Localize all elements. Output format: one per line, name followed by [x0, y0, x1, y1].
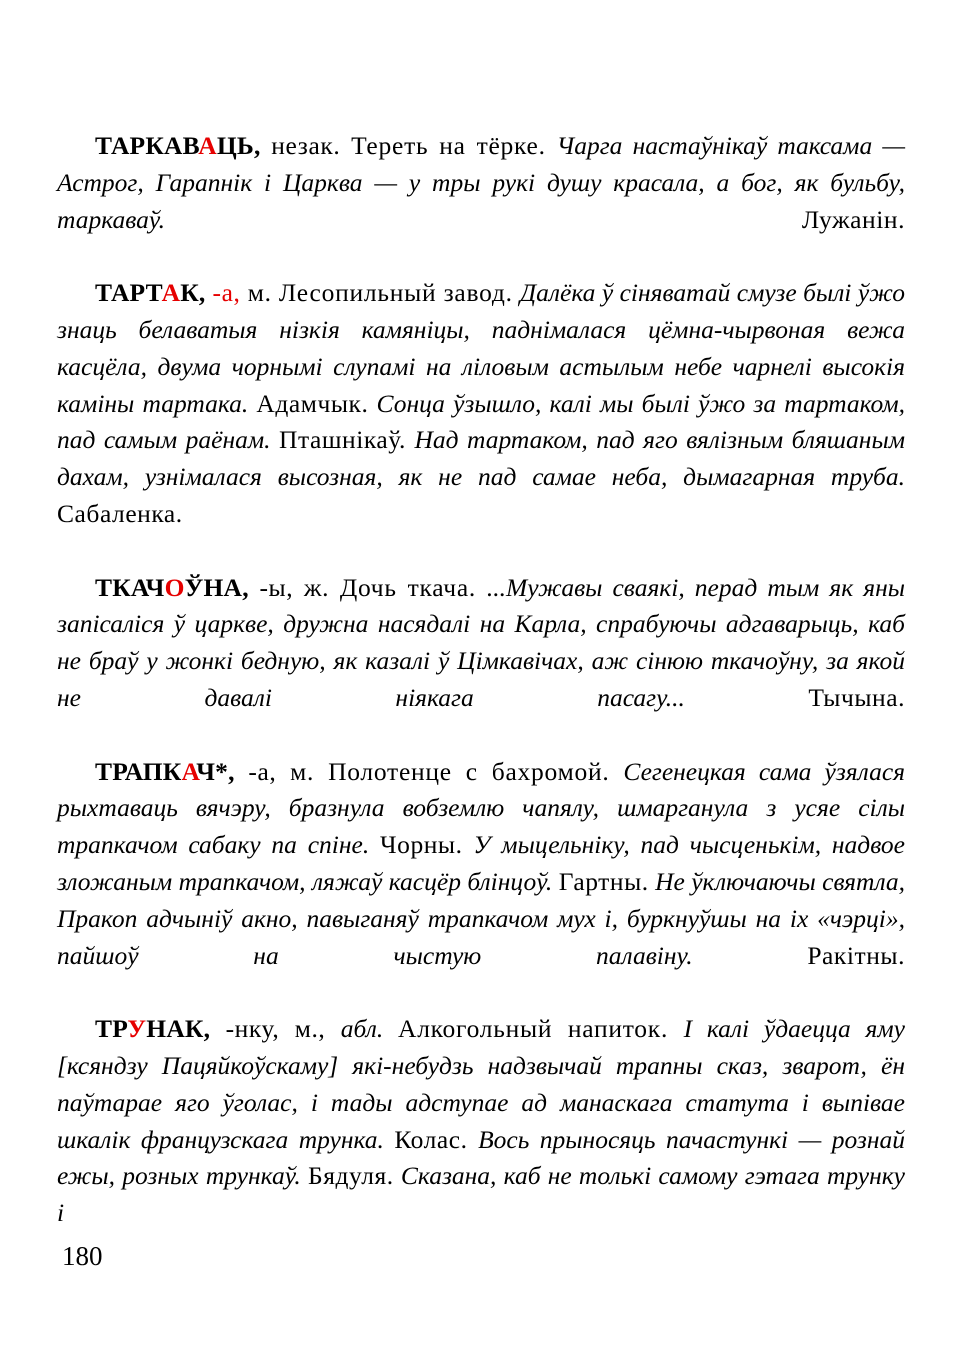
headword: [95, 573, 249, 602]
citation-source: Бядуля.: [308, 1161, 394, 1191]
citation: Сказана, каб не толькі самому гэтага трунку і: [57, 1161, 906, 1228]
grammar-ending: -а,: [205, 278, 241, 308]
stress-vowel: А: [181, 756, 197, 786]
dictionary-entry: [57, 275, 905, 569]
grammar-note: -нку, м.,: [210, 1014, 341, 1044]
dictionary-entry: [57, 1011, 905, 1269]
headword-part: ТР: [95, 1014, 128, 1044]
citation-source: Колас.: [394, 1124, 468, 1154]
citation: І калі ўдаецца яму [ксяндзу Пацяйкоўскаму] які-небудзь надзвычай трапны сказ, зварот, ён паўтарае яго ўголас, і тады адступае ад манаскага статута і выпівае шкалік французскага трунка.: [57, 1014, 906, 1154]
text-column: [57, 128, 905, 1269]
headword-punct: ,: [242, 572, 249, 602]
usage-label: абл.: [340, 1014, 399, 1044]
citation: Сонца ўзышло, калі мы былі ўжо за тартаком, пад самым раёнам.: [57, 388, 905, 455]
headword-punct: ,: [253, 131, 261, 160]
stress-vowel: У: [127, 1014, 147, 1044]
headword: [95, 1014, 210, 1043]
stress-vowel: А: [161, 278, 181, 308]
stress-vowel: А: [198, 131, 217, 160]
citation: Вось прыносяць пачастункі — рознай ежы, розных трункаў.: [57, 1124, 905, 1191]
headword-part: К: [180, 278, 199, 308]
citation-source: Лужанін.: [801, 204, 905, 234]
citation-source: Пташнікаў.: [279, 425, 406, 455]
citation-source: Адамчык.: [256, 388, 369, 418]
citation: Чарга настаўнікаў таксама — Астрог, Гарапнік і Царква — у тры рукі душу красала, а бог, як бульбу, таркаваў.: [57, 131, 906, 234]
stress-vowel: О: [164, 572, 185, 602]
definition: м. Лесопильный завод.: [240, 278, 520, 308]
grammar-note: незак.: [260, 131, 352, 160]
citation: Далёка ў сіняватай смузе былі ўжо знаць белаватыя нізкія камяніцы, паднімалася цёмна-чырвоная вежа касцёла, двума чорнымі слупамі на ліловым астылым небе чарнелі высокія каміны тартака.: [57, 278, 905, 418]
headword: [95, 131, 261, 160]
definition: Алкогольный напиток.: [398, 1014, 684, 1044]
headword-part: ТКАЧ: [95, 572, 165, 602]
headword-punct: ,: [203, 1014, 211, 1044]
citation: ...Мужавы сваякі, перад тым як яны запісаліся ў царкве, дружна насядалі на Карла, спрабуючы адгаварыць, каб не браў у жонкі бедную, як казалі ў Цімкавічах, аж сінюю ткачоўну, за якой не давалі ніякага пасагу...: [57, 572, 906, 712]
definition: Тереть на тёрке.: [351, 131, 557, 160]
dictionary-entry: [57, 128, 905, 275]
headword-part: ЦЬ: [216, 131, 254, 160]
headword-punct: ,: [228, 756, 235, 786]
grammar-note: -а,: [234, 756, 291, 786]
headword-part: ТАРТ: [95, 278, 162, 308]
headword-part: ЎНА: [184, 572, 243, 602]
headword-part: НАК: [146, 1014, 204, 1044]
citation-source: Ракітны.: [807, 940, 905, 970]
headword: [95, 278, 206, 307]
headword: [95, 757, 235, 786]
headword-part: Ч*: [196, 756, 229, 786]
page-number: 180: [62, 1241, 103, 1271]
citation: Не ўключаючы святла, Пракоп адчыніў акно, павыганяў трапкачом мух і, буркнуўшы на іх «чэрці», пайшоў на чыстую палавіну.: [57, 866, 905, 970]
definition: м. Полотенце с бахромой.: [290, 756, 624, 786]
citation-source: Гартны.: [558, 866, 649, 896]
citation-source: Чорны.: [380, 830, 463, 860]
definition: Дочь ткача.: [339, 572, 487, 602]
grammar-note: -ы, ж.: [248, 572, 340, 602]
citation: У мыцельніку, пад чысценькім, надвое зложаным трапкачом, ляжаў касцёр блінцоў.: [57, 830, 905, 896]
citation-source: Тычына.: [808, 682, 905, 712]
dictionary-entry: [57, 754, 905, 1012]
citation: Над тартаком, пад яго вялізным бляшаным дахам, узнімалася высозная, як не пад самае неба, дымагарная труба.: [57, 425, 905, 492]
headword-part: ТРАПК: [95, 756, 182, 786]
headword-punct: ,: [198, 278, 206, 308]
dictionary-entry: [57, 570, 905, 754]
citation: Сегенецкая сама ўзялася рыхтаваць вячэру, бразнула вобземлю чапялу, шмарганула з усяе сілы трапкачом сабаку па спіне.: [57, 756, 905, 860]
headword-part: ТАРКАВ: [95, 131, 199, 160]
citation-source: Сабаленка.: [57, 498, 183, 528]
